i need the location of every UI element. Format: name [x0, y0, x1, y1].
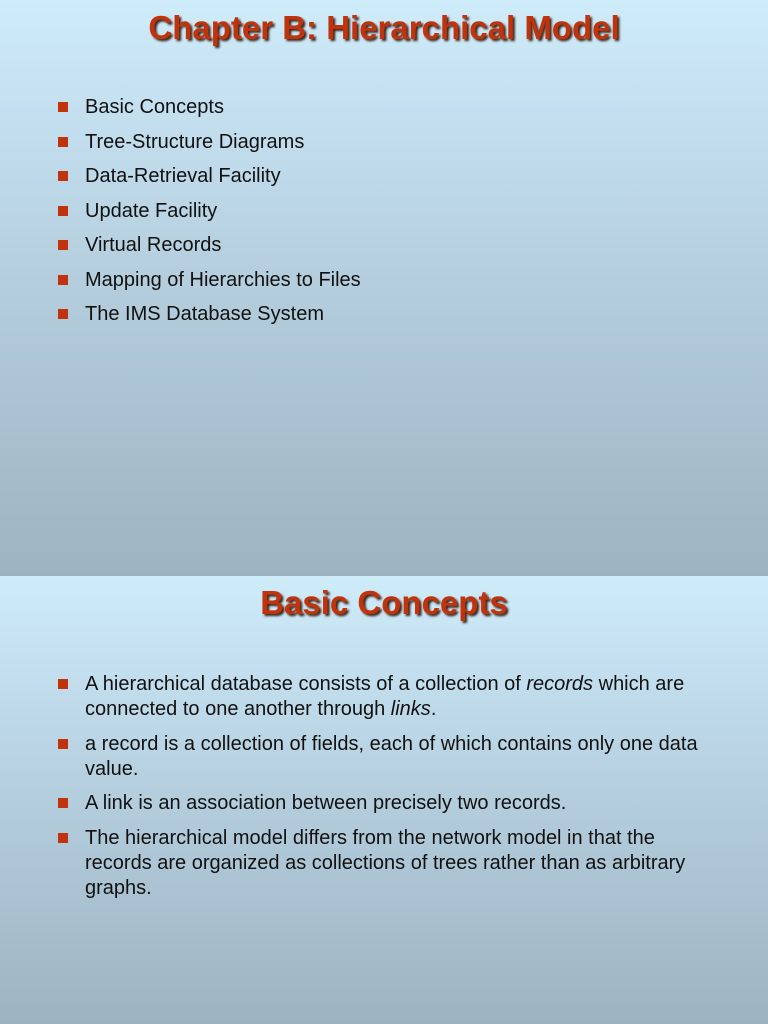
bullet-text: A link is an association between precisely two records. — [85, 792, 567, 814]
list-item-label: Virtual Records — [85, 234, 222, 256]
list-item — [57, 302, 361, 326]
list-item — [57, 95, 361, 119]
list-item — [57, 164, 361, 188]
list-item — [57, 732, 717, 782]
square-bullet-icon — [58, 309, 68, 319]
bullet-text — [85, 673, 684, 720]
square-bullet-icon — [58, 137, 68, 147]
square-bullet-icon — [58, 833, 68, 843]
text-run: . — [430, 698, 437, 720]
list-item-label: Tree-Structure Diagrams — [85, 130, 305, 153]
term-records: records — [526, 673, 594, 695]
list-item — [57, 268, 361, 292]
list-item-label: Update Facility — [85, 199, 218, 222]
list-item-label: Basic Concepts — [85, 96, 224, 118]
square-bullet-icon — [58, 102, 68, 112]
slide-title: Chapter B: Hierarchical Model — [148, 9, 620, 46]
list-item-label: Data-Retrieval Facility — [85, 165, 281, 187]
slide-basic-concepts — [0, 576, 768, 1024]
square-bullet-icon — [58, 679, 68, 689]
list-item — [57, 826, 717, 901]
list-item — [57, 672, 717, 722]
square-bullet-icon — [58, 240, 68, 250]
concept-list — [57, 672, 717, 910]
list-item — [57, 130, 361, 154]
slide-title: Basic Concepts — [260, 584, 508, 621]
square-bullet-icon — [58, 739, 68, 749]
list-item-label: The IMS Database System — [85, 303, 324, 325]
square-bullet-icon — [58, 275, 68, 285]
term-links: links — [390, 698, 431, 720]
list-item-label: Mapping of Hierarchies to Files — [85, 268, 361, 291]
list-item — [57, 791, 717, 816]
text-run: A hierarchical database consists of a collection of — [85, 673, 527, 695]
topic-list — [57, 95, 361, 337]
square-bullet-icon — [58, 171, 68, 181]
bullet-text: a record is a collection of fields, each of which contains only one data value. — [85, 732, 698, 780]
bullet-text: The hierarchical model differs from the network model in that the records are organized as collections of trees rather than as arbitrary graphs. — [85, 826, 686, 899]
text-run: which are connected to one another through — [85, 673, 685, 720]
square-bullet-icon — [58, 798, 68, 808]
square-bullet-icon — [58, 206, 68, 216]
list-item — [57, 233, 361, 257]
list-item — [57, 199, 361, 223]
